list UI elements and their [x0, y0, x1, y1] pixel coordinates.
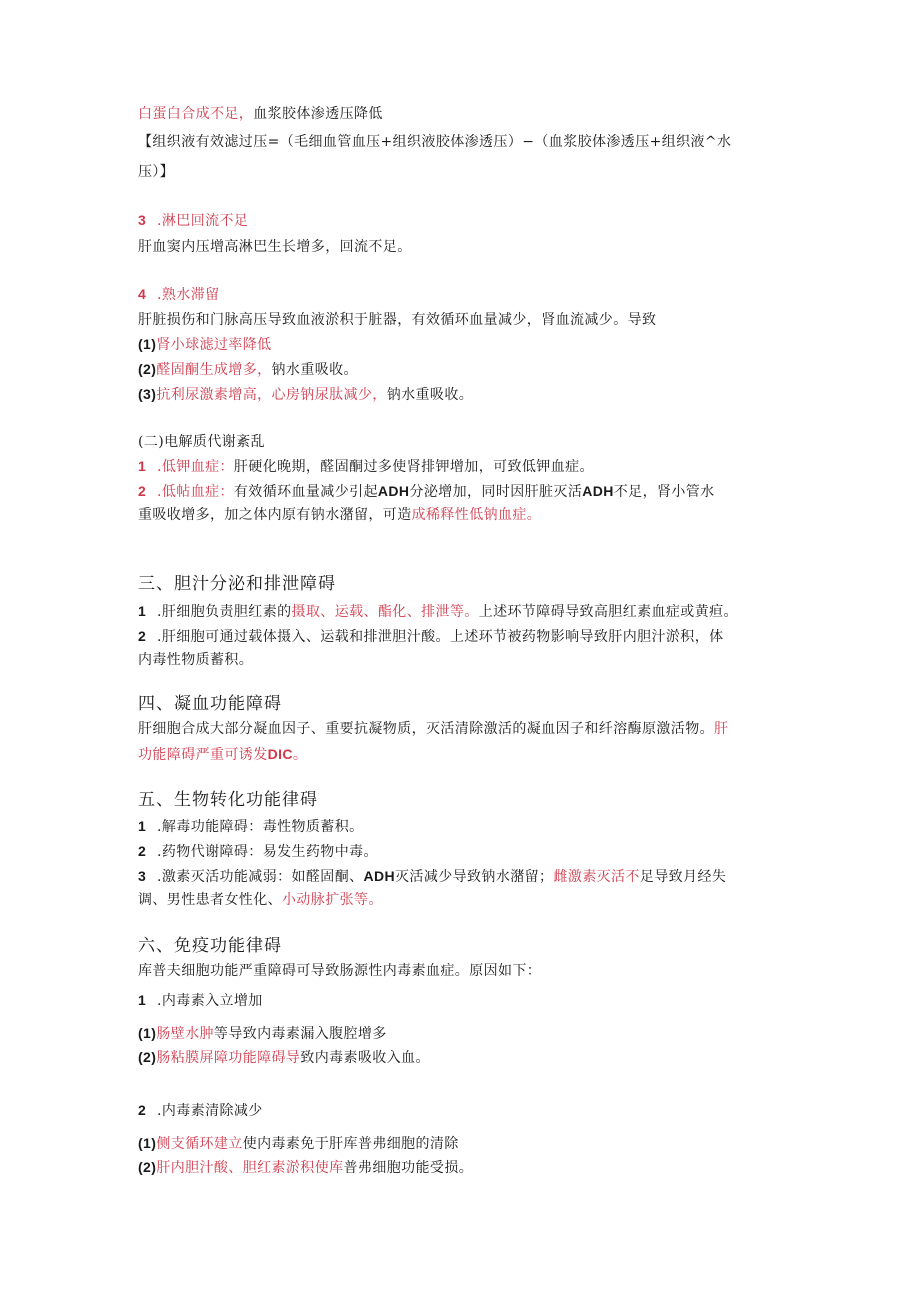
coagulation-section-heading [138, 692, 282, 716]
item-number: 2 [138, 628, 147, 644]
endotoxin-clearance-item-1 [138, 1133, 459, 1154]
period: 。 [292, 747, 308, 763]
filtration-formula-line [138, 132, 731, 152]
endotoxin-clearance-item-2 [138, 1157, 473, 1178]
bile-item-2 [138, 626, 724, 647]
hypokalemia-text: 肝硬化晚期，醛固酮过多使肾排钾增加，可致低钾血症。 [233, 459, 594, 475]
albumin-black-text: 血浆胶体渗透压降低 [253, 106, 383, 122]
mucosal-barrier-red-text: 肠粘膜屏障功能障碍导 [156, 1050, 301, 1066]
item-number: 1 [138, 992, 147, 1008]
hyponatremia-text-b: 分泌增加，同时因肝脏灭活 [409, 484, 583, 500]
bile-item-2-text: .肝细胞可通过载体摄入、运载和排泄胆汁酸。上述环节被药物影响导致肝内胆汁淤积，体 [157, 629, 724, 645]
item-number: 1 [138, 458, 147, 474]
lymph-heading [138, 210, 248, 231]
adh-abbr: ADH [377, 483, 410, 499]
bile-item-1 [138, 601, 738, 622]
water-retention-item-2 [138, 359, 358, 380]
endotoxin-leak-text: 等导致内毒素漏入腹腔增多 [213, 1026, 387, 1042]
bile-item-2-text-2: 内毒性物质蓄积。 [138, 652, 254, 668]
hyponatremia-text-c: 不足，肾小管水 [613, 484, 715, 500]
estrogen-red-text: 雌激素灭活不 [553, 869, 640, 885]
albumin-red-text: 白蛋白合成不足， [138, 106, 254, 122]
filtration-formula-text: 【组织液有效滤过压=（毛细血管血压+组织液胶体渗透压）−（血浆胶体渗透压+组织液^水 [138, 134, 732, 150]
item-number: (2) [138, 361, 157, 377]
kupffer-clearance-text: 使内毒素免于肝库普弗细胞的清除 [242, 1136, 459, 1152]
bio-item-2-text: .药物代谢障碍：易发生药物中毒。 [157, 844, 378, 860]
dilutional-red-text: 成稀释性低钠血症。 [411, 507, 542, 523]
adh-abbr: ADH [363, 868, 396, 884]
item-number: (2) [138, 1159, 157, 1175]
item-number: (1) [138, 336, 157, 352]
filtration-formula-line-2 [138, 162, 174, 182]
item-number: (3) [138, 386, 157, 402]
aldosterone-red-text: 醛固酮生成增多， [156, 362, 272, 378]
immune-heading-text: 六、免疫功能律碍 [138, 936, 282, 956]
bio-item-2 [138, 841, 378, 862]
albumin-line [138, 104, 383, 124]
gfr-red-text: 肾小球滤过率降低 [156, 337, 272, 353]
endotoxin-increase-heading [138, 990, 263, 1011]
bio-item-3-line-2 [138, 890, 383, 910]
item-number: 3 [138, 868, 147, 884]
item-number: 2 [138, 483, 147, 499]
bio-item-1-text: .解毒功能障碍：毒性物质蓄积。 [157, 819, 364, 835]
hypokalemia-line [138, 456, 594, 477]
water-retention-heading [138, 284, 220, 305]
adh-red-text: 抗利尿激素增高，心房钠尿肽减少， [156, 387, 387, 403]
bilirubin-steps-red-text: 摄取、运载、酯化、排泄等。 [291, 604, 479, 620]
bio-item-3-text-a: .激素灭活功能减弱：如醛固酮、 [157, 869, 364, 885]
immune-intro-text: 库普夫细胞功能严重障碍可导致肠源性内毒素血症。原因如下： [138, 963, 542, 979]
bile-item-2-line-2 [138, 650, 253, 670]
biotransformation-heading-text: 五、生物转化功能律碍 [138, 790, 318, 810]
lymph-text-line [138, 237, 412, 257]
bile-heading-text: 三、胆汁分泌和排泄障碍 [138, 574, 336, 594]
hypokalemia-red-text: .低钾血症： [157, 459, 234, 475]
reabsorption-text: 钠水重吸收。 [386, 387, 474, 403]
bio-item-1 [138, 816, 364, 837]
endotoxin-increase-title: .内毒素入立增加 [157, 993, 263, 1009]
filtration-formula-text-2: 压）】 [138, 164, 175, 180]
hyponatremia-line [138, 481, 715, 502]
bile-section-heading [138, 572, 336, 596]
item-number: 1 [138, 818, 147, 834]
lymph-title: .淋巴回流不足 [157, 213, 249, 229]
item-number: (1) [138, 1135, 157, 1151]
collateral-circulation-red-text: 侧支循环建立 [156, 1136, 243, 1152]
item-number: 2 [138, 843, 147, 859]
dic-abbr: DIC [267, 746, 293, 762]
bile-item-1-text-a: .肝细胞负责胆红素的 [157, 604, 292, 620]
biotransformation-section-heading [138, 788, 318, 812]
bile-acid-red-text: 肝内胆汁酸、胆红素淤积使库 [156, 1160, 344, 1176]
endotoxin-increase-item-1 [138, 1023, 387, 1044]
immune-intro-line [138, 961, 541, 981]
item-number: (2) [138, 1049, 157, 1065]
item-number: (1) [138, 1025, 157, 1041]
hyponatremia-line-2 [138, 505, 541, 525]
endotoxin-absorb-text: 致内毒素吸收入血。 [300, 1050, 430, 1066]
reabsorption-text: 钠水重吸收。 [271, 362, 358, 378]
water-retention-text: 肝脏损伤和门脉高压导致血液淤积于脏器，有效循环血量减少，肾血流减少。导致 [138, 312, 657, 328]
water-retention-text-line [138, 310, 656, 330]
endotoxin-increase-item-2 [138, 1047, 430, 1068]
coagulation-line-2 [138, 744, 307, 765]
dic-red-text: 功能障碍严重可诱发 [138, 747, 268, 763]
lymph-number: 3 [138, 212, 147, 228]
item-number: 1 [138, 603, 147, 619]
coagulation-text: 肝细胞合成大部分凝血因子、重要抗凝物质，灭活清除激活的凝血因子和纤溶酶原激活物。 [138, 721, 714, 737]
electrolyte-heading [138, 432, 265, 452]
electrolyte-title: (二)电解质代谢紊乱 [138, 434, 265, 450]
bile-item-1-text-b: 上述环节障碍导致高胆红素血症或黄疸。 [478, 604, 738, 620]
kupffer-damage-text: 普弗细胞功能受损。 [343, 1160, 474, 1176]
hyponatremia-text-d: 重吸收增多，加之体内原有钠水潴留，可造 [138, 507, 412, 523]
lymph-text: 肝血窦内压增高淋巴生长增多，回流不足。 [138, 239, 412, 255]
coagulation-red-text: 肝 [714, 721, 729, 737]
adh-abbr: ADH [582, 483, 614, 499]
hyponatremia-red-text: .低帖血症： [157, 484, 234, 500]
immune-section-heading [138, 934, 282, 958]
endotoxin-clearance-heading [138, 1100, 263, 1121]
coagulation-line-1 [138, 719, 728, 739]
endotoxin-clearance-title: .内毒素清除减少 [157, 1103, 263, 1119]
hyponatremia-text-a: 有效循环血量减少引起 [233, 484, 378, 500]
water-retention-title: .熟水滞留 [157, 287, 220, 303]
water-retention-item-1 [138, 334, 272, 355]
item-number: 2 [138, 1102, 147, 1118]
bowel-edema-red-text: 肠壁水肿 [156, 1026, 214, 1042]
bio-item-3-text-c: 足导致月经失 [639, 869, 727, 885]
water-retention-number: 4 [138, 286, 147, 302]
coagulation-heading-text: 四、凝血功能障碍 [138, 694, 282, 714]
bio-item-3 [138, 866, 726, 887]
bio-item-3-text-b: 灭活减少导致钠水潴留； [395, 869, 554, 885]
arteriole-red-text: 小动脉扩张等。 [282, 892, 383, 908]
water-retention-item-3 [138, 384, 473, 405]
bio-item-3-text-d: 调、男性患者女性化、 [138, 892, 282, 908]
